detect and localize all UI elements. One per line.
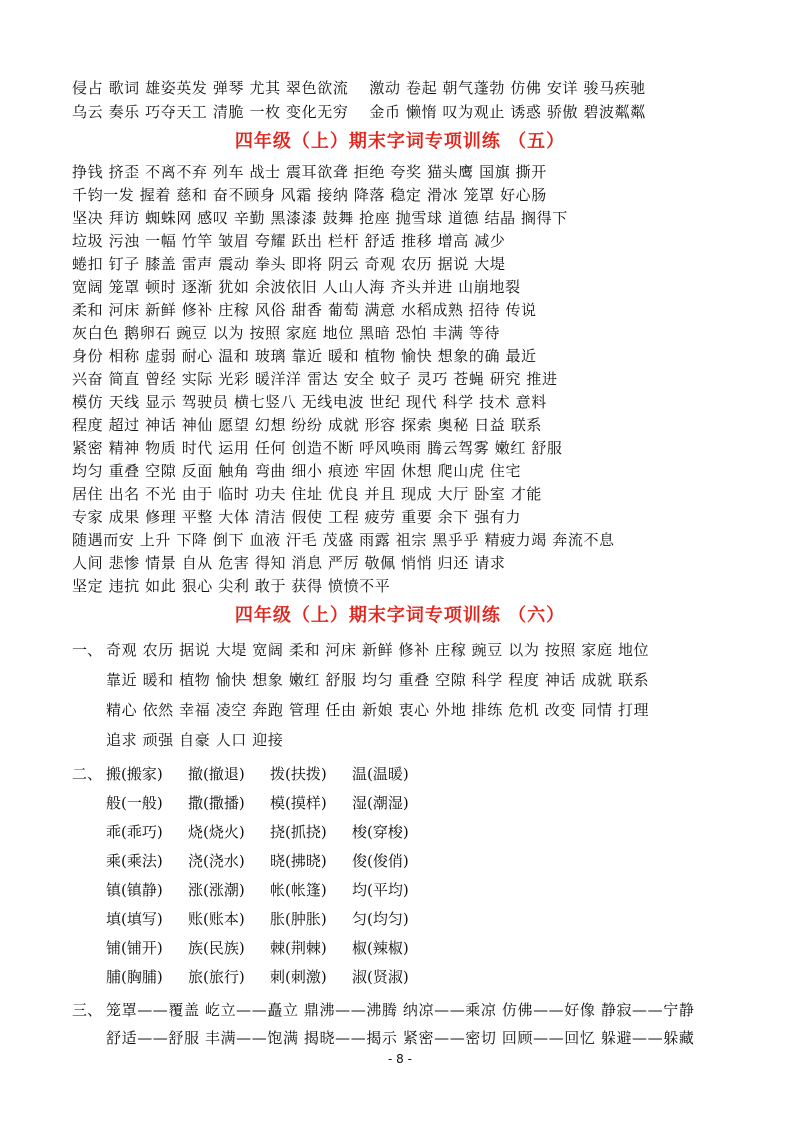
grid-row (106, 938, 434, 958)
grid-cell: 棘(荆棘) (270, 939, 327, 957)
grid-row (106, 822, 434, 842)
grid-cell: 模(摸样) (270, 794, 327, 812)
grid-cell: 铺(铺开) (106, 939, 163, 957)
word-line: 追求 顽强 自豪 人口 迎接 (106, 731, 284, 749)
word-line: 千钧一发 握着 慈和 奋不顾身 风霜 接纳 降落 稳定 滑冰 笼罩 好心肠 (72, 186, 547, 204)
grid-row (106, 967, 434, 987)
grid-cell: 乘(乘法) (106, 852, 163, 870)
grid-cell: 旅(旅行) (188, 968, 245, 986)
grid-cell: 乖(乖巧) (106, 823, 163, 841)
grid-cell: 撤(撤退) (188, 765, 245, 783)
word-line: 垃圾 污浊 一幅 竹竿 皱眉 夸耀 跃出 栏杆 舒适 推移 增高 减少 (72, 232, 506, 250)
grid-cell: 刺(刺激) (270, 968, 327, 986)
grid-cell: 浇(浇水) (188, 852, 245, 870)
word-line: 居住 出名 不光 由于 临时 功夫 住址 优良 并且 现成 大厅 卧室 才能 (72, 485, 543, 503)
word-line: 笼罩——覆盖 屹立——矗立 鼎沸——沸腾 纳凉——乘凉 仿佛——好像 静寂——宁静 (106, 1001, 695, 1019)
grid-cell: 淑(贤淑) (352, 968, 409, 986)
section-title-6: 四年级（上）期末字词专项训练 （六） (234, 605, 566, 626)
grid-row (106, 793, 434, 813)
grid-cell: 均(平均) (352, 881, 409, 899)
word-line: 模仿 天线 显示 驾驶员 横七竖八 无线电波 世纪 现代 科学 技术 意料 (72, 393, 547, 411)
word-line: 奇观 农历 据说 大堤 宽阔 柔和 河床 新鲜 修补 庄稼 豌豆 以为 按照 家庭 地位 (106, 641, 650, 659)
grid-cell: 烧(烧火) (188, 823, 245, 841)
grid-cell: 晓(拂晓) (270, 852, 327, 870)
grid-cell: 般(一般) (106, 794, 163, 812)
part-label-1: 一、 (72, 641, 103, 659)
part-label-3: 三、 (72, 1001, 103, 1019)
word-line: 身份 相称 虚弱 耐心 温和 玻璃 靠近 暖和 植物 愉快 想象的确 最近 (72, 347, 537, 365)
word-line: 柔和 河床 新鲜 修补 庄稼 风俗 甜香 葡萄 满意 水稻成熟 招待 传说 (72, 301, 537, 319)
word-line: 宽阔 笼罩 顿时 逐渐 犹如 余波依旧 人山人海 齐头并进 山崩地裂 (72, 278, 521, 296)
word-line: 乌云 奏乐 巧夺天工 清脆 一枚 变化无穷 金币 懒惰 叹为观止 诱惑 骄傲 碧波粼粼 (72, 103, 646, 121)
page-number: - 8 - (388, 1052, 412, 1066)
word-line: 靠近 暖和 植物 愉快 想象 嫩红 舒服 均匀 重叠 空隙 科学 程度 神话 成就 联系 (106, 671, 650, 689)
word-line: 侵占 歌词 雄姿英发 弹琴 尤其 翠色欲流 激动 卷起 朝气蓬勃 仿佛 安详 骏马疾驰 (72, 79, 646, 97)
word-line: 人间 悲惨 情景 自从 危害 得知 消息 严厉 敬佩 悄悄 归还 请求 (72, 554, 506, 572)
word-line: 坚定 违抗 如此 狠心 尖利 敢于 获得 愤愤不平 (72, 577, 391, 595)
grid-cell: 匀(均匀) (352, 910, 409, 928)
grid-cell: 温(温暖) (352, 765, 409, 783)
word-line: 舒适——舒服 丰满——饱满 揭晓——揭示 紧密——密切 回顾——回忆 躲避——躲藏 (106, 1029, 695, 1047)
grid-cell: 填(填写) (106, 910, 163, 928)
word-line: 坚决 拜访 蜘蛛网 感叹 辛勤 黑漆漆 鼓舞 抢座 抛雪球 道德 结晶 搁得下 (72, 209, 568, 227)
grid-row (106, 880, 434, 900)
word-line: 蜷扣 钉子 膝盖 雷声 震动 拳头 即将 阴云 奇观 农历 据说 大堤 (72, 255, 506, 273)
word-line: 挣钱 挤歪 不离不弃 列车 战士 震耳欲聋 拒绝 夸奖 猫头鹰 国旗 撕开 (72, 163, 547, 181)
grid-cell: 俊(俊俏) (352, 852, 409, 870)
grid-cell: 撒(撒播) (188, 794, 245, 812)
grid-cell: 涨(涨潮) (188, 881, 245, 899)
word-line: 专家 成果 修理 平整 大体 清洁 假使 工程 疲劳 重要 余下 强有力 (72, 508, 522, 526)
grid-cell: 账(账本) (188, 910, 245, 928)
grid-cell: 湿(潮湿) (352, 794, 409, 812)
grid-row (106, 764, 434, 784)
grid-row (106, 909, 434, 929)
word-line: 灰白色 鹅卵石 豌豆 以为 按照 家庭 地位 黑暗 恐怕 丰满 等待 (72, 324, 501, 342)
grid-cell: 脯(胸脯) (106, 968, 163, 986)
word-line: 随遇而安 上升 下降 倒下 血液 汗毛 茂盛 雨露 祖宗 黑乎乎 精疲力竭 奔流不息 (72, 531, 615, 549)
grid-cell: 梭(穿梭) (352, 823, 409, 841)
word-line: 紧密 精神 物质 时代 运用 任何 创造不断 呼风唤雨 腾云驾雾 嫩红 舒服 (72, 439, 563, 457)
grid-cell: 镇(镇静) (106, 881, 163, 899)
word-line: 均匀 重叠 空隙 反面 触角 弯曲 细小 痕迹 牢固 休想 爬山虎 住宅 (72, 462, 522, 480)
grid-cell: 拨(扶拨) (270, 765, 327, 783)
word-line: 程度 超过 神话 神仙 愿望 幻想 纷纷 成就 形容 探索 奥秘 日益 联系 (72, 416, 543, 434)
grid-cell: 挠(抓挠) (270, 823, 327, 841)
word-line: 精心 依然 幸福 凌空 奔跑 管理 任由 新娘 衷心 外地 排练 危机 改变 同情 打理 (106, 701, 650, 719)
grid-cell: 胀(肿胀) (270, 910, 327, 928)
section-title-5: 四年级（上）期末字词专项训练 （五） (234, 131, 566, 152)
part-label-2: 二、 (72, 765, 103, 783)
grid-cell: 搬(搬家) (106, 765, 163, 783)
grid-row (106, 851, 434, 871)
grid-cell: 椒(辣椒) (352, 939, 409, 957)
grid-cell: 族(民族) (188, 939, 245, 957)
word-line: 兴奋 简直 曾经 实际 光彩 暖洋洋 雷达 安全 蚊子 灵巧 苍蝇 研究 推进 (72, 370, 558, 388)
grid-cell: 帐(帐篷) (270, 881, 327, 899)
